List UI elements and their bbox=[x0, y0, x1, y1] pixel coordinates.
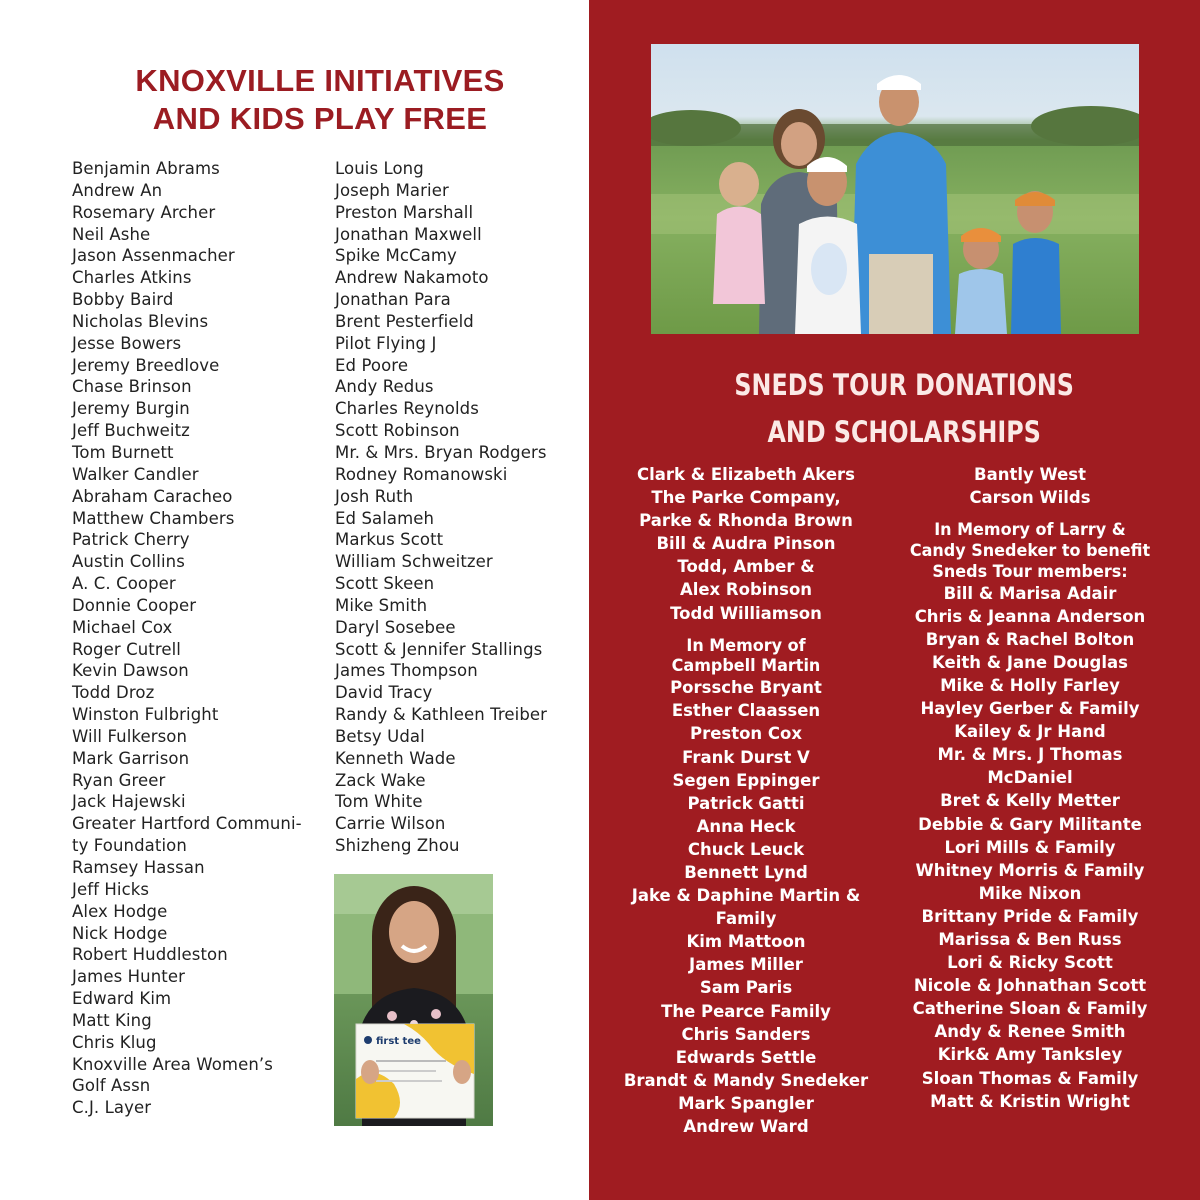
donor-name: Bobby Baird bbox=[72, 290, 174, 310]
donor-name: James Miller bbox=[689, 955, 803, 976]
donor-name: Ramsey Hassan bbox=[72, 858, 205, 877]
donor-name: Will Fulkerson bbox=[72, 726, 188, 746]
donor-name: Austin Collins bbox=[72, 552, 185, 572]
donor-name: Tom White bbox=[335, 792, 423, 812]
right-title bbox=[646, 362, 1163, 456]
donor-name: Neil Ashe bbox=[72, 224, 151, 244]
donor-name: Roger Cutrell bbox=[72, 639, 181, 659]
donor-name: Ryan Greer bbox=[72, 770, 166, 790]
donor-name: Bennett Lynd bbox=[684, 863, 808, 883]
donor-name: Andrew Ward bbox=[683, 1117, 809, 1138]
left-title-line-2: AND KIDS PLAY FREE bbox=[152, 101, 488, 136]
donor-name: Chuck Leuck bbox=[687, 839, 805, 860]
donor-name: Benjamin Abrams bbox=[72, 159, 220, 178]
donor-name: Todd, Amber & bbox=[677, 557, 815, 578]
sneds-donors-group-2 bbox=[900, 464, 1160, 510]
donor-name: Markus Scott bbox=[335, 530, 444, 550]
donor-name: Lori Mills & Family bbox=[944, 837, 1116, 858]
donor-name: Jeff Hicks bbox=[72, 879, 150, 899]
donor-name: Tom Burnett bbox=[72, 442, 174, 462]
donor-name: Nicole & Johnathan Scott bbox=[913, 976, 1147, 997]
donor-name: Chris Sanders bbox=[681, 1024, 811, 1045]
donor-name: Mike Nixon bbox=[978, 883, 1082, 904]
donor-name: Frank Durst V bbox=[682, 747, 810, 768]
donor-list-column-2 bbox=[335, 158, 547, 857]
certificate-logo: first tee bbox=[376, 1036, 421, 1047]
right-title-line-1: SNEDS TOUR DONATIONS bbox=[734, 368, 1074, 402]
donor-name: Golf Assn bbox=[72, 1076, 151, 1096]
donor-name: Mike Smith bbox=[335, 595, 428, 615]
donor-name: Andy Redus bbox=[335, 377, 434, 397]
donor-name: James Hunter bbox=[72, 967, 185, 987]
donor-name: Bret & Kelly Metter bbox=[940, 791, 1120, 812]
donor-name: Jeff Buchweitz bbox=[72, 421, 190, 441]
girl-certificate-illustration bbox=[334, 874, 493, 1126]
donor-name: Lori & Ricky Scott bbox=[947, 953, 1113, 974]
donor-name: Chase Brinson bbox=[72, 377, 192, 397]
donor-name: Jake & Daphine Martin & bbox=[631, 886, 861, 907]
donor-name: A. C. Cooper bbox=[72, 574, 176, 594]
donor-name: Whitney Morris & Family bbox=[915, 860, 1145, 881]
donor-name: Parke & Rhonda Brown bbox=[639, 511, 853, 532]
donor-name: Brittany Pride & Family bbox=[921, 906, 1139, 927]
donor-name: Mike & Holly Farley bbox=[940, 675, 1120, 696]
donor-name: William Schweitzer bbox=[335, 552, 493, 572]
donor-name: Debbie & Gary Militante bbox=[918, 814, 1142, 835]
donor-name: Scott Skeen bbox=[335, 574, 435, 594]
donor-list-column-1 bbox=[72, 158, 302, 1119]
donor-name: Greater Hartford Communi- bbox=[72, 814, 302, 834]
donor-name: Pilot Flying J bbox=[335, 333, 437, 353]
donor-name: Clark & Elizabeth Akers bbox=[637, 465, 855, 485]
donor-name: Joseph Marier bbox=[335, 180, 449, 200]
donor-name: Kim Mattoon bbox=[686, 932, 806, 953]
donor-name: Marissa & Ben Russ bbox=[938, 929, 1122, 950]
donor-name: David Tracy bbox=[335, 683, 433, 703]
donor-name: Spike McCamy bbox=[335, 246, 457, 266]
memorial-heading-line: Campbell Martin bbox=[671, 656, 821, 676]
donor-name: Catherine Sloan & Family bbox=[912, 999, 1148, 1020]
donor-name: Daryl Sosebee bbox=[335, 617, 456, 637]
donor-name: Ed Salameh bbox=[335, 508, 435, 528]
donor-name: Mark Spangler bbox=[678, 1093, 814, 1114]
donor-name: Porssche Bryant bbox=[670, 678, 822, 699]
donor-name: Todd Droz bbox=[72, 683, 155, 703]
donor-name: Patrick Cherry bbox=[72, 530, 190, 550]
donor-name: Mr. & Mrs. Bryan Rodgers bbox=[335, 442, 547, 462]
donor-name: Jeremy Burgin bbox=[72, 399, 190, 419]
donor-name: Jeremy Breedlove bbox=[72, 355, 220, 375]
donor-name: Rodney Romanowski bbox=[335, 464, 508, 484]
donor-name: Sam Paris bbox=[699, 978, 793, 999]
donor-name: Andrew Nakamoto bbox=[335, 268, 489, 288]
family-trophy-photo bbox=[651, 44, 1139, 334]
sneds-list-column-1 bbox=[616, 464, 876, 1139]
donor-name: Betsy Udal bbox=[335, 726, 425, 746]
donor-name: Andrew An bbox=[72, 180, 163, 200]
donor-name: The Pearce Family bbox=[661, 1001, 831, 1022]
donor-name: Josh Ruth bbox=[335, 486, 414, 506]
donor-name: Bill & Audra Pinson bbox=[656, 534, 836, 555]
donor-name: Mark Garrison bbox=[72, 748, 190, 768]
memorial-heading-line: In Memory of bbox=[686, 635, 806, 655]
donor-name: Knoxville Area Women’s bbox=[72, 1054, 273, 1074]
donor-name: Brandt & Mandy Snedeker bbox=[623, 1070, 869, 1091]
donor-name: McDaniel bbox=[987, 768, 1073, 789]
donor-name: Preston Cox bbox=[689, 724, 802, 745]
donor-name: Keith & Jane Douglas bbox=[932, 652, 1128, 673]
donor-name: Jesse Bowers bbox=[72, 333, 182, 353]
donor-name: Bill & Marisa Adair bbox=[943, 583, 1117, 604]
sneds-list-column-2 bbox=[900, 464, 1160, 1114]
donor-name: Michael Cox bbox=[72, 617, 173, 637]
donor-name: Kevin Dawson bbox=[72, 661, 189, 681]
donor-name: Donnie Cooper bbox=[72, 595, 197, 615]
donor-name: Jonathan Maxwell bbox=[335, 224, 482, 244]
donor-name: James Thompson bbox=[335, 661, 478, 681]
donor-name: Edwards Settle bbox=[675, 1047, 817, 1068]
donor-name: Walker Candler bbox=[72, 464, 199, 484]
donor-name: Nick Hodge bbox=[72, 923, 168, 943]
donor-name: Nicholas Blevins bbox=[72, 311, 209, 331]
donor-name: Preston Marshall bbox=[335, 202, 474, 222]
donor-name: Chris Klug bbox=[72, 1032, 157, 1052]
donor-name: Esther Claassen bbox=[671, 701, 821, 722]
memorial-heading-line: Sneds Tour members: bbox=[932, 561, 1128, 581]
donor-name: Abraham Caracheo bbox=[72, 486, 233, 506]
memorial-heading-snedeker bbox=[900, 520, 1160, 582]
left-title-line-1: KNOXVILLE INITIATIVES bbox=[135, 63, 505, 98]
donor-name: Louis Long bbox=[335, 159, 424, 178]
donor-name: Scott & Jennifer Stallings bbox=[335, 639, 543, 659]
donor-name: Winston Fulbright bbox=[72, 705, 219, 725]
donor-name: Anna Heck bbox=[696, 816, 796, 837]
sneds-donors-group bbox=[616, 464, 876, 626]
left-panel bbox=[0, 0, 589, 1200]
donor-name: Chris & Jeanna Anderson bbox=[914, 606, 1146, 627]
donor-name: Charles Atkins bbox=[72, 268, 192, 288]
right-title-line-2: AND SCHOLARSHIPS bbox=[767, 415, 1041, 449]
donor-name: Scott Robinson bbox=[335, 421, 460, 441]
donor-name: Robert Huddleston bbox=[72, 945, 228, 965]
donor-name: Edward Kim bbox=[72, 989, 172, 1009]
girl-certificate-photo bbox=[334, 874, 493, 1126]
donor-name: Alex Robinson bbox=[679, 580, 813, 601]
donor-name: Jack Hajewski bbox=[72, 792, 186, 812]
donor-name: Mr. & Mrs. J Thomas bbox=[937, 745, 1123, 766]
donor-name: Matt & Kristin Wright bbox=[930, 1091, 1130, 1112]
donor-name: Zack Wake bbox=[335, 770, 426, 790]
donor-name: Ed Poore bbox=[335, 355, 409, 375]
donor-name: ty Foundation bbox=[72, 836, 187, 856]
donor-name: C.J. Layer bbox=[72, 1098, 152, 1118]
donor-name: Carson Wilds bbox=[969, 488, 1091, 509]
donor-name: Bantly West bbox=[974, 465, 1086, 485]
donor-name: Sloan Thomas & Family bbox=[921, 1068, 1139, 1089]
donor-name: Kirk& Amy Tanksley bbox=[937, 1045, 1123, 1066]
donor-name: Bryan & Rachel Bolton bbox=[925, 629, 1135, 650]
donor-name: Segen Eppinger bbox=[672, 770, 820, 791]
left-title bbox=[0, 62, 640, 138]
donor-name: Matt King bbox=[72, 1010, 152, 1030]
family-photo-illustration bbox=[651, 44, 1139, 334]
donor-name: Jonathan Para bbox=[335, 290, 451, 310]
memorial-heading-campbell-martin bbox=[616, 636, 876, 678]
donor-name: Patrick Gatti bbox=[687, 793, 805, 814]
donor-name: Andy & Renee Smith bbox=[934, 1022, 1126, 1043]
donor-name: Rosemary Archer bbox=[72, 202, 216, 222]
donor-name: Matthew Chambers bbox=[72, 508, 235, 528]
memorial-heading-line: In Memory of Larry & bbox=[934, 520, 1126, 540]
donor-name: Kenneth Wade bbox=[335, 748, 456, 768]
snedeker-memorial-donors bbox=[900, 583, 1160, 1114]
donor-name: Todd Williamson bbox=[670, 603, 822, 624]
memorial-heading-line: Candy Snedeker to benefit bbox=[909, 540, 1151, 560]
donor-name: Randy & Kathleen Treiber bbox=[335, 705, 548, 725]
donor-name: Hayley Gerber & Family bbox=[920, 699, 1140, 720]
donor-name: Family bbox=[715, 909, 777, 930]
donor-name: Shizheng Zhou bbox=[335, 836, 460, 856]
donor-name: Carrie Wilson bbox=[335, 814, 446, 834]
campbell-martin-donors bbox=[616, 677, 876, 1139]
donor-name: Brent Pesterfield bbox=[335, 311, 474, 331]
donor-name: The Parke Company, bbox=[651, 488, 841, 509]
donor-name: Charles Reynolds bbox=[335, 399, 479, 419]
donor-name: Alex Hodge bbox=[72, 901, 168, 921]
donor-name: Jason Assenmacher bbox=[72, 246, 235, 266]
donor-name: Kailey & Jr Hand bbox=[954, 722, 1106, 743]
